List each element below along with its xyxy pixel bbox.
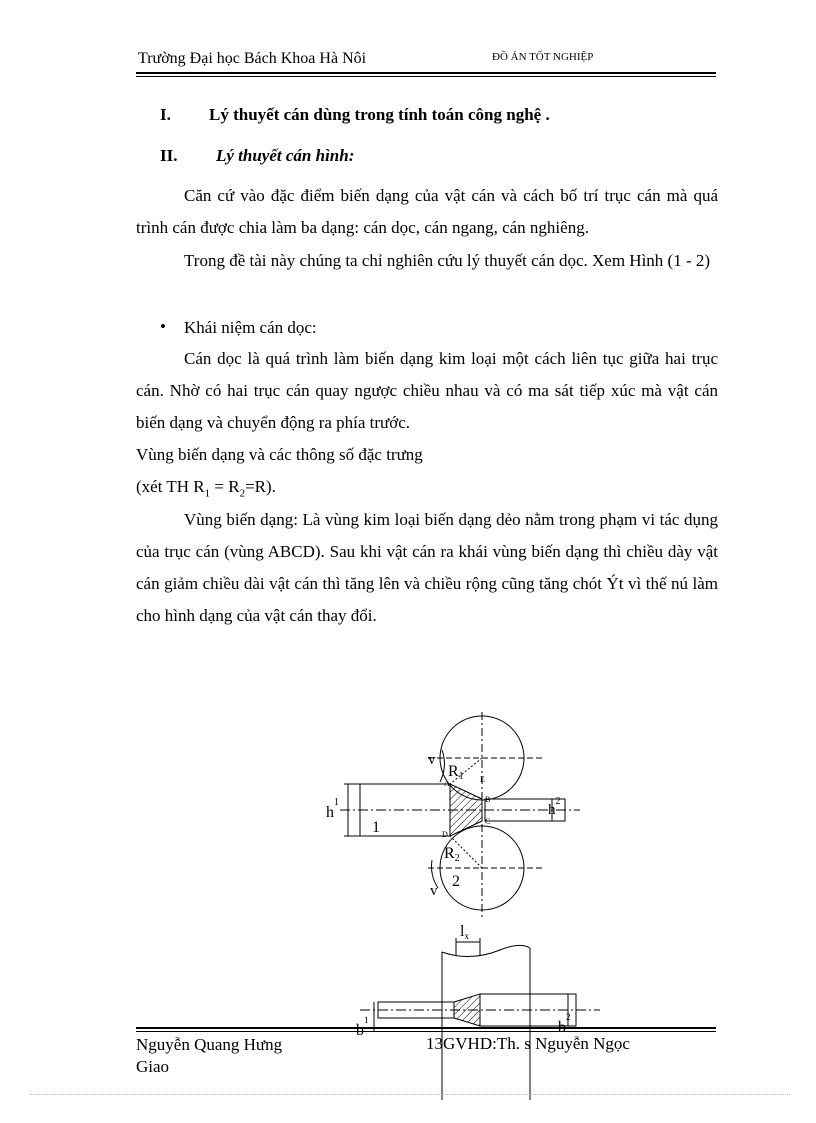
- footer-rule-thin: [136, 1031, 716, 1032]
- footer-author: Nguyễn Quang Hưng Giao: [136, 1035, 283, 1076]
- fig-label-v2: v: [430, 883, 438, 899]
- header-school: Trường Đại học Bách Khoa Hà Nôi: [138, 50, 367, 67]
- paragraph-line-2: (xét TH $R_1 = R_2=R$).: [136, 477, 276, 500]
- section-title: Lý thuyết cán hình:: [216, 146, 355, 165]
- header-rule-thin: [136, 76, 716, 77]
- header-project: ĐỒ ÁN TỐT NGHIỆP: [492, 51, 594, 63]
- fig-label-d: D: [442, 830, 448, 839]
- section-title: Lý thuyết cán dùng trong tính toán công nghệ .: [209, 105, 550, 124]
- fig-label-h2: $h^2$: [548, 796, 561, 818]
- paragraph-2: Trong đề tài này chúng ta chỉ nghiên cứu lý thuyết cán dọc. Xem Hình (1 - 2): [184, 251, 711, 270]
- paragraph-line-1: Vùng biến dạng và các thông số đặc trưng: [136, 445, 423, 464]
- fig-label-r2: R2: [444, 845, 460, 864]
- paragraph-4: Vùng biến dạng: Là vùng kim loại biến dạng dẻo nằm trong phạm vi tác dụng của trục cán (vùng ABCD). Sau khi vật cán ra khái vùng biến dạng thì chiều dày vật cán giảm chiều dài vật cán thì tăng lên và chiều rộng cũng tăng chót Ýt vì thế nú làm cho hình dạng của vật cán thay đổi.: [136, 510, 718, 625]
- paragraph-3: Cán dọc là quá trình làm biến dạng kim loại một cách liên tục giữa hai trục cán. Nhờ có hai trục cán quay ngược chiều nhau và có ma sát tiếp xúc mà vật cán biến dạng và chuyển động ra phía trước.: [136, 349, 718, 432]
- fig-label-b2: $b^2$: [558, 1012, 571, 1036]
- section-number: II.: [160, 146, 178, 165]
- fig-label-2: 2: [452, 873, 460, 890]
- fig-label-r1: R1: [448, 763, 464, 782]
- fig-label-h1: $h^1$: [326, 797, 339, 821]
- paragraph-1: Căn cứ vào đặc điểm biến dạng của vật cán và cách bố trí trục cán mà quá trình cán được chia làm ba dạng: cán dọc, cán ngang, cán nghiêng.: [136, 186, 718, 237]
- fig-label-1: 1: [372, 819, 380, 836]
- fig-label-b: B: [485, 795, 491, 804]
- footer-page-advisor: 13GVHD:Th. s Nguyễn Ngọc: [426, 1034, 630, 1053]
- fig-label-c: C: [485, 817, 491, 826]
- bottom-divider: [30, 1094, 790, 1095]
- header-rule: [136, 72, 716, 74]
- fig-label-e: E: [480, 775, 485, 784]
- footer-rule: [136, 1027, 716, 1029]
- fig-label-a: A: [444, 779, 450, 788]
- fig-label-v: v: [428, 752, 436, 768]
- bullet-text: Khái niệm cán dọc:: [184, 318, 317, 337]
- fig-label-lx: lx: [460, 923, 469, 941]
- section-number: I.: [160, 105, 171, 124]
- bullet-dot-icon: •: [160, 317, 166, 336]
- fig-label-b1: $b^1$: [356, 1015, 369, 1039]
